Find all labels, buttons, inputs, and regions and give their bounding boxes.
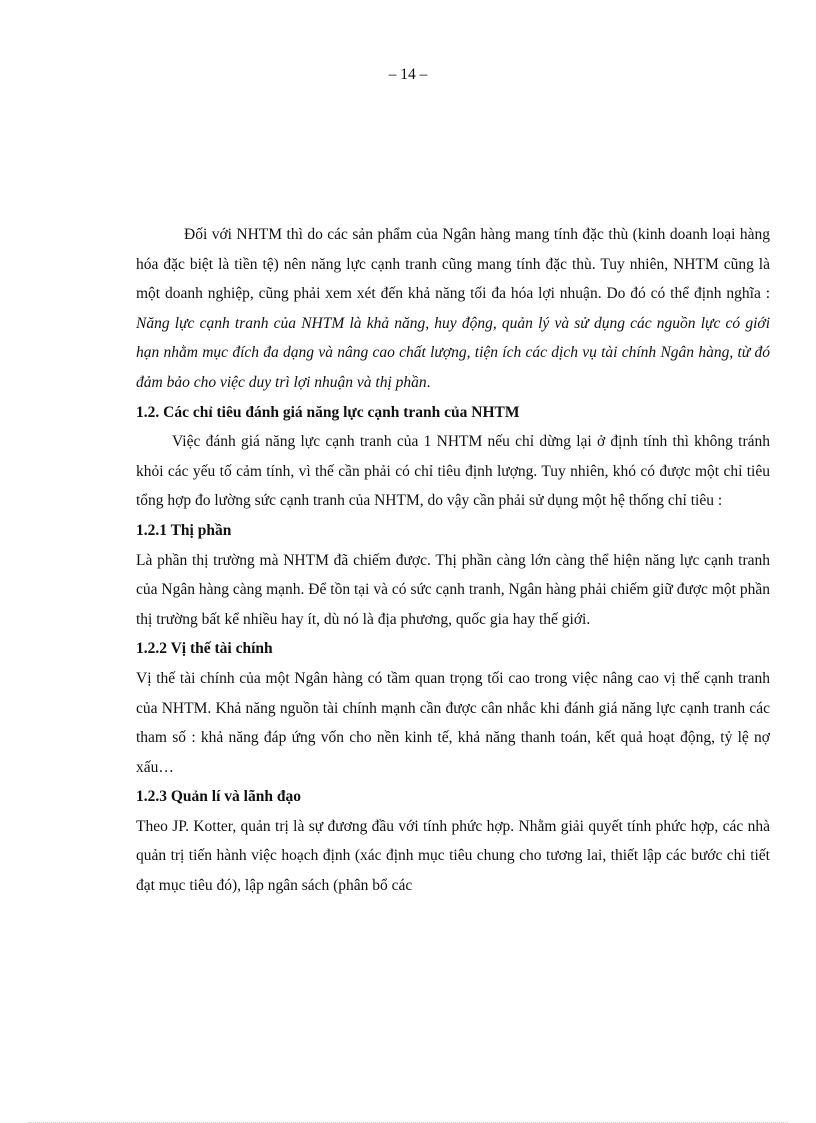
paragraph-market-share: Là phần thị trường mà NHTM đã chiếm được. Thị phần càng lớn càng thể hiện năng lực cạnh tranh của Ngân hàng càng mạnh. Để tồn tại và có sức cạnh tranh, Ngân hàng phải chiếm giữ được một phần thị trường bất kể nhiều hay ít, dù nó là địa phương, quốc gia hay thế giới. bbox=[136, 551, 770, 628]
section-heading-1-2-3: 1.2.3 Quản lí và lãnh đạo bbox=[136, 788, 301, 806]
definition-italic: Năng lực cạnh tranh của NHTM là khả năng, huy động, quản lý và sử dụng các nguồn lực có giới hạn nhằm mục đích đa dạng và nâng cao chất lượng, tiện ích các dịch vụ tài chính Ngân hàng, từ đó đảm bảo cho việc duy trì lợi nhuận và thị phần bbox=[136, 314, 770, 391]
page-number: – 14 – bbox=[388, 66, 428, 83]
paragraph-financial-position: Vị thế tài chính của một Ngân hàng có tầm quan trọng tối cao trong việc nâng cao vị thế cạnh tranh của NHTM. Khả năng nguồn tài chính mạnh cần được cân nhắc khi đánh giá năng lực cạnh tranh các tham số : khả năng đáp ứng vốn cho nền kinh tế, khả năng thanh toán, kết quả hoạt động, tỷ lệ nợ xấu… bbox=[136, 669, 770, 776]
paragraph-nhtm-definition bbox=[136, 220, 770, 398]
section-heading-1-2-1: 1.2.1 Thị phần bbox=[136, 521, 232, 539]
section-heading-1-2: 1.2. Các chỉ tiêu đánh giá năng lực cạnh tranh của NHTM bbox=[136, 403, 520, 421]
paragraph-management: Theo JP. Kotter, quản trị là sự đương đầu với tính phức hợp. Nhằm giải quyết tính phức hợp, các nhà quản trị tiến hành việc hoạch định (xác định mục tiêu chung cho tương lai, thiết lập các bước chi tiết đạt mục tiêu đó), lập ngân sách (phân bổ các bbox=[136, 817, 770, 895]
document-body bbox=[136, 220, 770, 901]
section-heading-1-2-2: 1.2.2 Vị thế tài chính bbox=[136, 640, 273, 658]
paragraph-evaluation: Việc đánh giá năng lực cạnh tranh của 1 NHTM nếu chỉ dừng lại ở định tính thì không tránh khỏi các yếu tố cảm tính, vì thế cần phải có chỉ tiêu định lượng. Tuy nhiên, khó có được một chỉ tiêu tổng hợp đo lường sức cạnh tranh của NHTM, do vậy cần phải sử dụng một hệ thống chỉ tiêu : bbox=[136, 433, 770, 510]
paragraph-text: Đối với NHTM thì do các sản phẩm của Ngân hàng mang tính đặc thù (kinh doanh loại hàng hóa đặc biệt là tiền tệ) nên năng lực cạnh tranh cũng mang tính đặc thù. Tuy nhiên, NHTM cũng là một doanh nghiệp, cũng phải xem xét đến khả năng tối đa hóa lợi nhuận. Do đó có thể định nghĩa : bbox=[136, 226, 770, 303]
paragraph-end: . bbox=[426, 373, 431, 391]
